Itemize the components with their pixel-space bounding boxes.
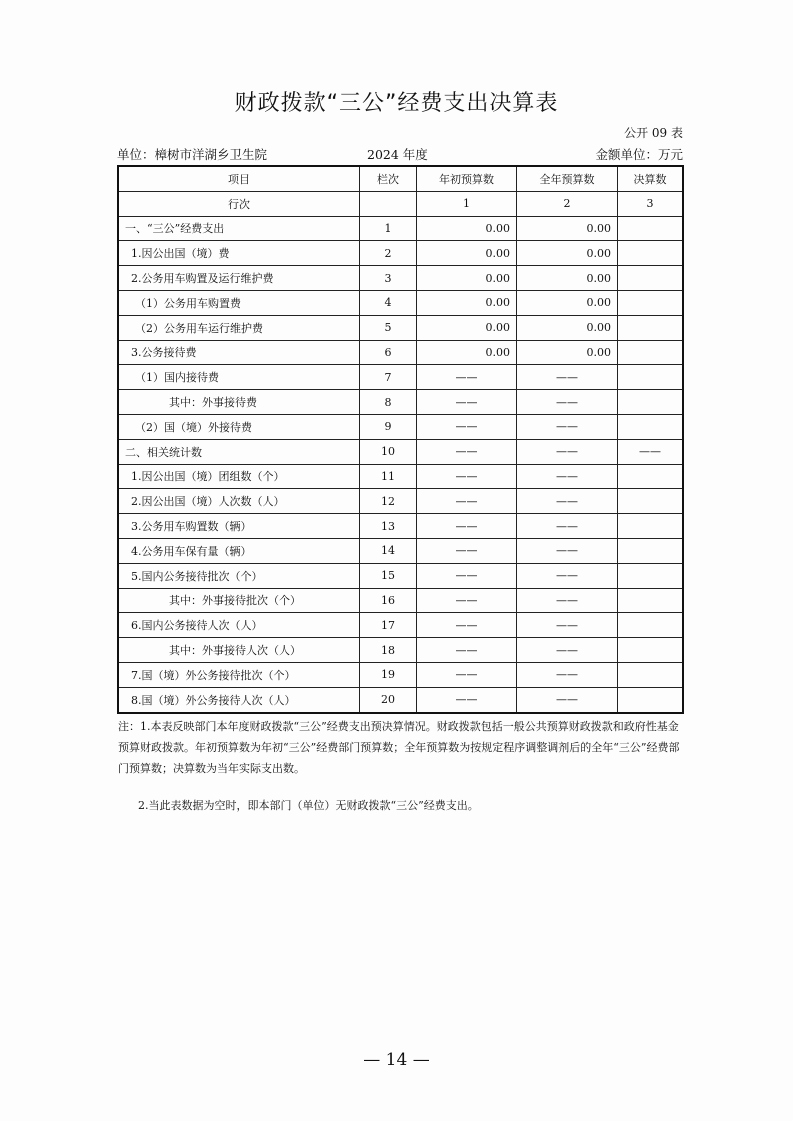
table-cell: —— bbox=[517, 390, 618, 415]
table-row bbox=[118, 687, 683, 712]
table-cell: 1.因公出国（境）费 bbox=[118, 241, 360, 266]
table-cell: 4.公务用车保有量（辆） bbox=[118, 538, 360, 563]
table-cell: 3.公务接待费 bbox=[118, 340, 360, 365]
table-cell: —— bbox=[417, 514, 517, 539]
table-cell: 0.00 bbox=[417, 266, 517, 291]
table-cell: （2）公务用车运行维护费 bbox=[118, 315, 360, 340]
table-cell: —— bbox=[517, 538, 618, 563]
table-cell: 18 bbox=[360, 638, 417, 663]
table-cell: —— bbox=[417, 538, 517, 563]
table-cell: 6 bbox=[360, 340, 417, 365]
table-row bbox=[118, 538, 683, 563]
table-cell: —— bbox=[417, 687, 517, 712]
table-cell: 二、相关统计数 bbox=[118, 439, 360, 464]
table-cell bbox=[618, 489, 684, 514]
table-cell bbox=[618, 390, 684, 415]
table-cell: —— bbox=[517, 464, 618, 489]
form-number: 公开 09 表 bbox=[624, 126, 683, 140]
table-cell: —— bbox=[417, 464, 517, 489]
table-cell: 行次 bbox=[118, 191, 360, 216]
table-cell: —— bbox=[517, 613, 618, 638]
table-cell: 20 bbox=[360, 687, 417, 712]
table-cell: 6.国内公务接待人次（人） bbox=[118, 613, 360, 638]
table-cell bbox=[618, 613, 684, 638]
table-cell: 2 bbox=[517, 191, 618, 216]
table-cell bbox=[618, 266, 684, 291]
table-cell: 10 bbox=[360, 439, 417, 464]
table-cell bbox=[618, 290, 684, 315]
table-index-row bbox=[118, 191, 683, 216]
table-row bbox=[118, 638, 683, 663]
table-cell bbox=[618, 315, 684, 340]
table-row bbox=[118, 414, 683, 439]
table-cell bbox=[618, 687, 684, 712]
table-cell: —— bbox=[517, 514, 618, 539]
page-number: — 14 — bbox=[363, 1050, 430, 1070]
table-row bbox=[118, 588, 683, 613]
table-cell: 8.国（境）外公务接待人次（人） bbox=[118, 687, 360, 712]
table-row bbox=[118, 489, 683, 514]
table-cell: 11 bbox=[360, 464, 417, 489]
table-cell: —— bbox=[517, 489, 618, 514]
expense-table bbox=[117, 165, 684, 714]
table-cell bbox=[618, 538, 684, 563]
table-cell: —— bbox=[417, 489, 517, 514]
table-cell: 1.因公出国（境）团组数（个） bbox=[118, 464, 360, 489]
table-cell: 4 bbox=[360, 290, 417, 315]
table-cell: 0.00 bbox=[417, 216, 517, 241]
table-row bbox=[118, 464, 683, 489]
table-cell: 5 bbox=[360, 315, 417, 340]
table-cell: —— bbox=[417, 588, 517, 613]
table-row bbox=[118, 514, 683, 539]
table-cell: 5.国内公务接待批次（个） bbox=[118, 563, 360, 588]
table-cell: 0.00 bbox=[417, 290, 517, 315]
table-cell: 0.00 bbox=[517, 241, 618, 266]
table-cell: 项目 bbox=[118, 166, 360, 191]
table-cell: —— bbox=[517, 662, 618, 687]
table-cell bbox=[360, 191, 417, 216]
table-cell bbox=[618, 414, 684, 439]
note-2: 2.当此表数据为空时，即本部门（单位）无财政拨款“三公”经费支出。 bbox=[138, 799, 479, 812]
table-cell: 13 bbox=[360, 514, 417, 539]
table-cell: 0.00 bbox=[517, 266, 618, 291]
table-cell: 0.00 bbox=[517, 340, 618, 365]
table-cell: —— bbox=[417, 390, 517, 415]
table-cell: —— bbox=[417, 613, 517, 638]
table-cell: 15 bbox=[360, 563, 417, 588]
table-cell: 0.00 bbox=[517, 290, 618, 315]
table-row bbox=[118, 216, 683, 241]
table-row bbox=[118, 439, 683, 464]
table-row bbox=[118, 241, 683, 266]
table-cell bbox=[618, 340, 684, 365]
table-cell: 2.公务用车购置及运行维护费 bbox=[118, 266, 360, 291]
table-cell: —— bbox=[417, 662, 517, 687]
table-row bbox=[118, 662, 683, 687]
table-cell bbox=[618, 662, 684, 687]
table-cell: —— bbox=[517, 414, 618, 439]
table-cell: 1 bbox=[417, 191, 517, 216]
table-cell bbox=[618, 216, 684, 241]
table-cell: —— bbox=[618, 439, 684, 464]
table-cell: —— bbox=[417, 414, 517, 439]
table-cell: 其中：外事接待人次（人） bbox=[118, 638, 360, 663]
table-cell: 14 bbox=[360, 538, 417, 563]
table-cell: 2 bbox=[360, 241, 417, 266]
table-cell: 7 bbox=[360, 365, 417, 390]
table-row bbox=[118, 266, 683, 291]
table-cell: 0.00 bbox=[517, 315, 618, 340]
table-cell bbox=[618, 588, 684, 613]
table-row bbox=[118, 340, 683, 365]
table-cell: 7.国（境）外公务接待批次（个） bbox=[118, 662, 360, 687]
table-cell: 0.00 bbox=[417, 315, 517, 340]
table-cell: —— bbox=[517, 365, 618, 390]
table-cell: （2）国（境）外接待费 bbox=[118, 414, 360, 439]
table-row bbox=[118, 315, 683, 340]
table-cell: —— bbox=[417, 365, 517, 390]
table-cell: 17 bbox=[360, 613, 417, 638]
table-cell: 19 bbox=[360, 662, 417, 687]
table-cell bbox=[618, 514, 684, 539]
table-cell: —— bbox=[517, 687, 618, 712]
table-row bbox=[118, 290, 683, 315]
table-cell: 12 bbox=[360, 489, 417, 514]
table-cell: 2.因公出国（境）人次数（人） bbox=[118, 489, 360, 514]
table-cell bbox=[618, 563, 684, 588]
table-cell: —— bbox=[517, 588, 618, 613]
table-row bbox=[118, 365, 683, 390]
notes bbox=[118, 716, 688, 816]
table-cell: —— bbox=[517, 638, 618, 663]
table-header-row bbox=[118, 166, 683, 191]
table-cell: —— bbox=[517, 439, 618, 464]
table-row bbox=[118, 613, 683, 638]
table-cell: —— bbox=[517, 563, 618, 588]
table-cell: 年初预算数 bbox=[417, 166, 517, 191]
table-cell: 9 bbox=[360, 414, 417, 439]
table-cell: 其中：外事接待费 bbox=[118, 390, 360, 415]
table-cell bbox=[618, 638, 684, 663]
table-cell: 全年预算数 bbox=[517, 166, 618, 191]
table-cell: 0.00 bbox=[417, 340, 517, 365]
table-cell: 其中：外事接待批次（个） bbox=[118, 588, 360, 613]
table-cell bbox=[618, 464, 684, 489]
table-cell: 栏次 bbox=[360, 166, 417, 191]
table-cell bbox=[618, 365, 684, 390]
table-cell bbox=[618, 241, 684, 266]
table-cell: 决算数 bbox=[618, 166, 684, 191]
currency-label: 金额单位：万元 bbox=[595, 147, 683, 162]
unit-label: 单位：樟树市洋湖乡卫生院 bbox=[117, 147, 268, 162]
note-1: 注：1.本表反映部门本年度财政拨款“三公”经费支出预决算情况。财政拨款包括一般公共预算财政拨款和政府性基金预算财政拨款。年初预算数为年初“三公”经费部门预算数；全年预算数为按规定程序调整调剂后的全年“三公”经费部门预算数；决算数为当年实际支出数。 bbox=[118, 720, 680, 775]
table-cell: 3.公务用车购置数（辆） bbox=[118, 514, 360, 539]
table-cell: 16 bbox=[360, 588, 417, 613]
table-cell: 一、“三公”经费支出 bbox=[118, 216, 360, 241]
table-cell: 0.00 bbox=[517, 216, 618, 241]
table-cell: 1 bbox=[360, 216, 417, 241]
table-row bbox=[118, 563, 683, 588]
table-cell: 3 bbox=[360, 266, 417, 291]
table-row bbox=[118, 390, 683, 415]
table-cell: —— bbox=[417, 638, 517, 663]
table-cell: 0.00 bbox=[417, 241, 517, 266]
table-cell: 3 bbox=[618, 191, 684, 216]
table-cell: （1）公务用车购置费 bbox=[118, 290, 360, 315]
page-title: 财政拨款“三公”经费支出决算表 bbox=[234, 91, 559, 116]
year-label: 2024 年度 bbox=[367, 147, 428, 162]
table-cell: —— bbox=[417, 563, 517, 588]
table-cell: 8 bbox=[360, 390, 417, 415]
table-cell: （1）国内接待费 bbox=[118, 365, 360, 390]
table-cell: —— bbox=[417, 439, 517, 464]
